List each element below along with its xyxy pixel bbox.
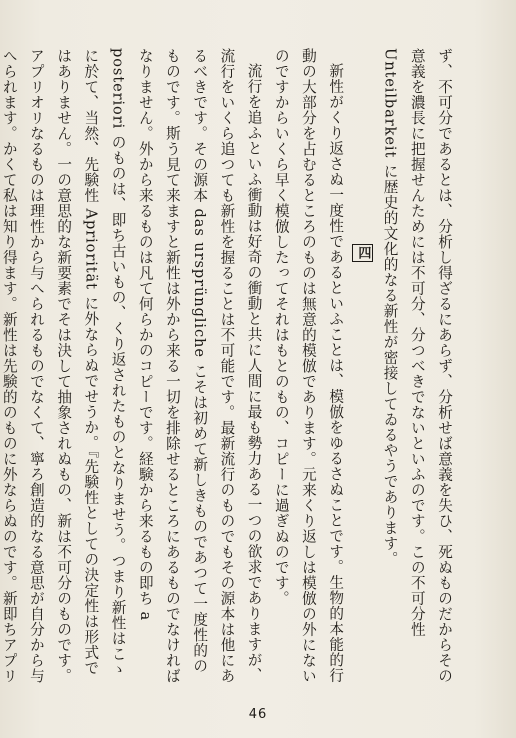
page-number: 46	[248, 707, 268, 722]
paragraph-2: 新性がくり返さぬ一度性であるといふことは、模倣をゆるさぬことです。生物的本能的行動の大部分を占むるところのものは無意的模倣であります。元来くり返しは模倣の外にないのですからいくら早く模倣したってそれはもとのもの、コピーに過ぎぬのです。	[272, 48, 345, 684]
vertical-text-block	[0, 48, 458, 688]
section-heading	[349, 48, 376, 688]
paragraph-1: ず、不可分であるとは、分析し得ざるにあらず、分析せば意義を失ひ、死ぬものだからその意義を濃長に把握せんためには不可分、分つべきでないといふのです。この不可分性 Unteilbarkeit に歴史的文化的なる新性が密接してゐるやうであります。	[381, 48, 453, 684]
paragraph-3: 流行を追ふといふ衝動は好奇の衝動と共に人間に最も勢力ある一つの欲求でありますが、流行をいくら追つても新性を握ることは不可能です。最新流行のものでもその源本は他にあるべきです。その源本 das ursprüngliche こそは初めて新しきものであつて一度性的のものです。斯う見て来ますと新性は外から来る一切を排除せるところにあるものでなければなりません。外から来るものは凡て何らかのコピーです。経験から来るもの即ち a posteriori のものは、即ち古いもの、くり返されたものとなりませう。つまり新性はこゝに於て、当然、先験性 Apriorität に外ならぬでせうか。『先験性としての決定性は形式ではありません。一の意思的な新要素でそは決して抽象されぬもの、新は不可分のものです。アプリオリなるものは理性から与へられるものでなくて、寧ろ創造的なる意思が自分から与へられます。かくて私は知り得ます。新性は先験的のものに外ならぬのです。新即ちアプリ	[0, 48, 263, 684]
section-number-box: 四	[352, 244, 374, 262]
